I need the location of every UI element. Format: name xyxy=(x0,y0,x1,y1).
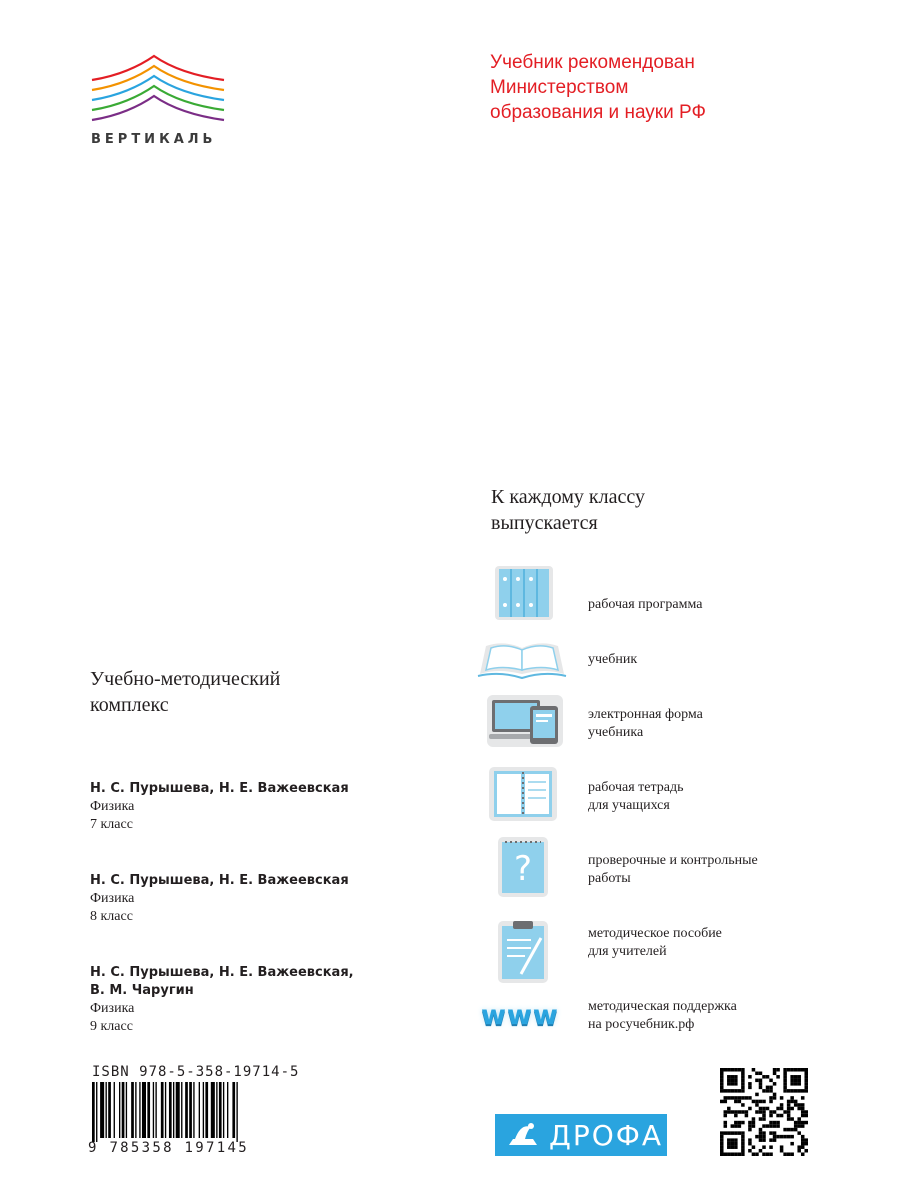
barcode-bar xyxy=(227,1082,228,1138)
publisher-name: ДРОФА xyxy=(549,1118,664,1152)
item-label-line: методическое пособие xyxy=(588,926,722,941)
www-icon xyxy=(481,1000,569,1036)
item-label-teacher-guide xyxy=(588,925,722,961)
book-grade-9 xyxy=(90,964,354,1036)
book-grade-8 xyxy=(90,872,349,926)
item-label-line: электронная форма xyxy=(588,707,703,722)
book-grade: 7 класс xyxy=(90,817,133,832)
binder-icon xyxy=(494,565,554,626)
series-heading xyxy=(491,484,645,536)
umk-heading xyxy=(90,666,280,718)
barcode-bar xyxy=(100,1082,104,1138)
item-label-textbook xyxy=(588,651,637,669)
qr-code-icon xyxy=(720,1068,808,1156)
book-grade-7 xyxy=(90,780,349,834)
barcode-bar xyxy=(147,1082,150,1138)
barcode-bar xyxy=(169,1082,172,1138)
barcode-digits: 9 785358 197145 xyxy=(88,1140,249,1156)
book-subject: Физика xyxy=(90,891,135,906)
barcode-bar xyxy=(119,1082,120,1138)
barcode-bars xyxy=(88,1082,284,1142)
item-label-line: для учащихся xyxy=(588,798,670,813)
item-label-line: учебник xyxy=(588,652,638,667)
barcode-bar xyxy=(199,1082,200,1138)
item-label-line: рабочая программа xyxy=(588,597,703,612)
barcode-bar xyxy=(165,1082,166,1138)
barcode-bar xyxy=(96,1082,97,1142)
clipboard-icon xyxy=(497,918,549,989)
barcode-bar xyxy=(114,1082,115,1138)
www-text: www xyxy=(481,1000,559,1031)
barcode-bar xyxy=(203,1082,204,1138)
publisher-emblem-icon xyxy=(501,1117,545,1153)
barcode-bar xyxy=(173,1082,174,1138)
item-label-line: рабочая тетрадь xyxy=(588,780,684,795)
book-grade: 9 класс xyxy=(90,1019,133,1034)
publisher-logo xyxy=(495,1114,667,1156)
barcode-bar xyxy=(135,1082,136,1138)
book-authors: Н. С. Пурышева, Н. Е. Важеевская, xyxy=(90,965,354,980)
barcode-bar xyxy=(161,1082,164,1138)
barcode-bar xyxy=(126,1082,127,1138)
barcode-bar xyxy=(211,1082,215,1138)
series-heading-line: К каждому классу xyxy=(491,486,645,508)
barcode-bar xyxy=(185,1082,188,1138)
notebook-icon xyxy=(488,766,558,827)
item-label-eform xyxy=(588,706,703,742)
book-authors: Н. С. Пурышева, Н. Е. Важеевская xyxy=(90,781,349,796)
barcode xyxy=(88,1082,284,1158)
item-label-line: учебника xyxy=(588,725,644,740)
svg-text:?: ? xyxy=(513,849,533,889)
barcode-bar xyxy=(92,1082,95,1142)
book-authors: В. М. Чаругин xyxy=(90,983,194,998)
item-label-workbook xyxy=(588,779,684,815)
barcode-bar xyxy=(219,1082,222,1138)
book-grade: 8 класс xyxy=(90,909,133,924)
logo-wordmark: ВЕРТИКАЛЬ xyxy=(91,132,217,147)
umk-heading-line: комплекс xyxy=(90,694,169,716)
recommendation-text xyxy=(490,50,706,125)
logo xyxy=(88,50,228,150)
item-label-online xyxy=(588,998,737,1034)
barcode-bar xyxy=(131,1082,134,1138)
umk-heading-line: Учебно-методический xyxy=(90,668,281,690)
barcode-bar xyxy=(155,1082,156,1138)
item-label-line: работы xyxy=(588,871,631,886)
isbn-text: ISBN 978-5-358-19714-5 xyxy=(92,1064,300,1080)
logo-arcs-icon xyxy=(88,50,228,130)
barcode-bar xyxy=(153,1082,154,1138)
series-heading-line: выпускается xyxy=(491,512,598,534)
book-subject: Физика xyxy=(90,1001,135,1016)
item-label-tests xyxy=(588,852,758,888)
item-label-program xyxy=(588,596,702,614)
devices-icon xyxy=(486,694,564,753)
recommendation-line: Министерством xyxy=(490,77,629,98)
barcode-bar xyxy=(122,1082,125,1138)
barcode-bar xyxy=(223,1082,224,1138)
barcode-bar xyxy=(139,1082,140,1138)
barcode-bar xyxy=(193,1082,194,1138)
barcode-bar xyxy=(142,1082,146,1138)
barcode-bar xyxy=(216,1082,217,1138)
item-label-line: методическая поддержка xyxy=(588,999,737,1014)
barcode-bar xyxy=(232,1082,235,1138)
item-label-line: проверочные и контрольные xyxy=(588,853,758,868)
open-book-icon xyxy=(476,640,568,687)
book-subject: Физика xyxy=(90,799,135,814)
qr-code[interactable] xyxy=(720,1068,808,1156)
book-authors: Н. С. Пурышева, Н. Е. Важеевская xyxy=(90,873,349,888)
barcode-bar xyxy=(106,1082,107,1138)
item-label-line: для учителей xyxy=(588,944,667,959)
barcode-bar xyxy=(205,1082,208,1138)
barcode-bar xyxy=(108,1082,111,1138)
recommendation-line: образования и науки РФ xyxy=(490,102,706,123)
recommendation-line: Учебник рекомендован xyxy=(490,52,695,73)
question-sheet-icon xyxy=(497,836,549,903)
item-label-line: на росучебник.рф xyxy=(588,1017,695,1032)
barcode-bar xyxy=(181,1082,182,1138)
barcode-bar xyxy=(189,1082,192,1138)
barcode-bar xyxy=(236,1082,237,1142)
barcode-bar xyxy=(176,1082,180,1138)
